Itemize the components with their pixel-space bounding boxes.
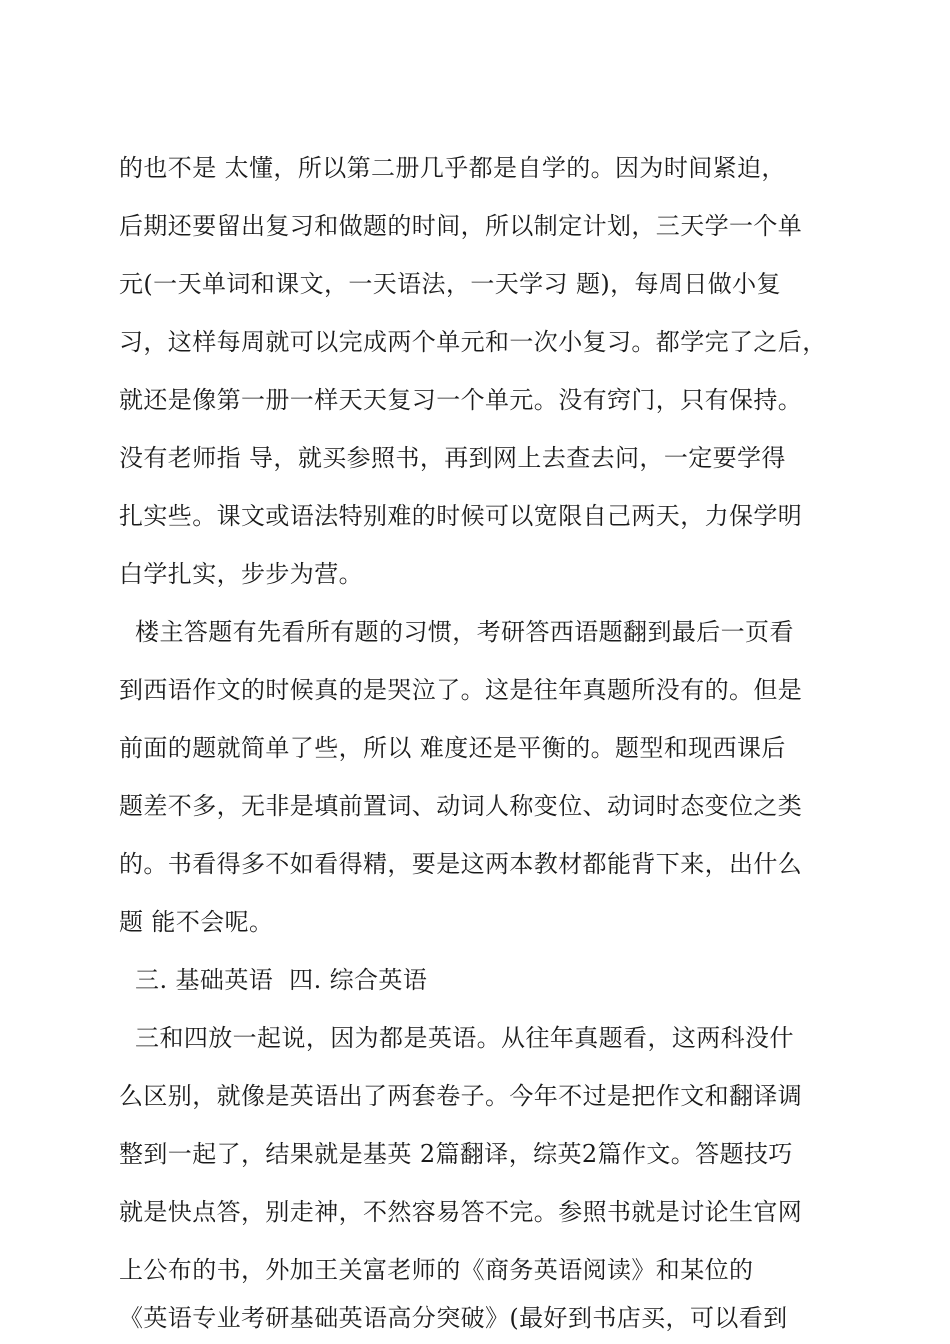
- text-line: 《英语专业考研基础英语高分突破》(最好到书店买，可以看到: [119, 1304, 788, 1332]
- text-line: 题差不多，无非是填前置词、动词人称变位、动词时态变位之类: [119, 792, 803, 820]
- text-line: 上公布的书，外加王关富老师的《商务英语阅读》和某位的: [119, 1256, 754, 1284]
- text-line: 没有老师指 导，就买参照书，再到网上去查去问，一定要学得: [119, 444, 786, 472]
- text-line: 题 能不会呢。: [119, 908, 274, 936]
- text-line: 后期还要留出复习和做题的时间，所以制定计划，三天学一个单: [119, 212, 803, 240]
- text-line: 就还是像第一册一样天天复习一个单元。没有窍门，只有保持。: [119, 386, 803, 414]
- text-line: 就是快点答，别走神，不然容易答不完。参照书就是讨论生官网: [119, 1198, 803, 1226]
- text-line: 前面的题就简单了些，所以 难度还是平衡的。题型和现西课后: [119, 734, 786, 762]
- text-line: 元(一天单词和课文，一天语法，一天学习 题)，每周日做小复: [119, 270, 781, 298]
- text-line: 白学扎实，步步为营。: [119, 560, 363, 588]
- text-line: 习，这样每周就可以完成两个单元和一次小复习。都学完了之后，: [119, 328, 827, 356]
- text-line: 扎实些。课文或语法特别难的时候可以宽限自己两天，力保学明: [119, 502, 803, 530]
- text-line: 楼主答题有先看所有题的习惯，考研答西语题翻到最后一页看: [119, 618, 794, 646]
- text-line: 么区别，就像是英语出了两套卷子。今年不过是把作文和翻译调: [119, 1082, 803, 1110]
- section-heading: 三. 基础英语 四. 综合英语: [119, 966, 428, 994]
- text-line: 整到一起了，结果就是基英 2篇翻译，综英2篇作文。答题技巧: [119, 1140, 793, 1168]
- text-line: 的。书看得多不如看得精，要是这两本教材都能背下来，出什么: [119, 850, 803, 878]
- text-line: 的也不是 太懂，所以第二册几乎都是自学的。因为时间紧迫，: [119, 154, 786, 182]
- text-line: 三和四放一起说，因为都是英语。从往年真题看，这两科没什: [119, 1024, 794, 1052]
- text-line: 到西语作文的时候真的是哭泣了。这是往年真题所没有的。但是: [119, 676, 803, 704]
